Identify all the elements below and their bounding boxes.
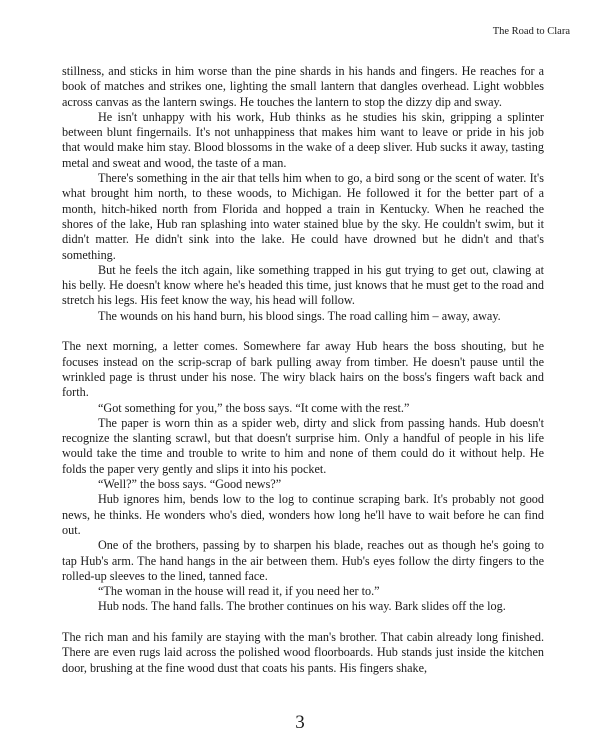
- paragraph: Hub nods. The hand falls. The brother continues on his way. Bark slides off the log.: [98, 599, 506, 614]
- page-number: 3: [295, 712, 305, 733]
- paragraph: Hub ignores him, bends low to the log to continue scraping bark. It's probably not good news, he thinks. He wonders who's died, wonders how long he'll have to wait before he can find out.: [62, 492, 544, 537]
- paragraph: There's something in the air that tells him when to go, a bird song or the scent of water. It's what brought him north, to these woods, to Michigan. He followed it for the better part of a month, hitch-hiked north from Florida and hopped a train in Kentucky. When he reached the shores of the lake, Hub ran splashing into water stained blue by the sky. He couldn't swim, but it didn't matter. He didn't sink into the lake. He could have drowned but he didn't and that's something.: [62, 171, 544, 262]
- paragraph: The rich man and his family are staying with the man's brother. That cabin already long finished. There are even rugs laid across the polished wood floorboards. Hub stands just inside the kitchen door, brushing at the fine wood dust that coats his pants. His fingers shake,: [62, 629, 544, 675]
- paragraph: The paper is worn thin as a spider web, dirty and slick from passing hands. Hub doesn't recognize the slanting scrawl, but that doesn't surprise him. Only a handful of people in his life would take the time and trouble to write to him and none of them could do it without help. He folds the paper very gently and slips it into his pocket.: [62, 415, 544, 476]
- running-head: The Road to Clara: [492, 26, 570, 37]
- paragraph: The wounds on his hand burn, his blood sings. The road calling him – away, away.: [98, 308, 501, 323]
- paragraph: One of the brothers, passing by to sharpen his blade, reaches out as though he's going to tap Hub's arm. The hand hangs in the air between them. Hub's eyes follow the dirty fingers to the rolled-up sleeves to the lined, tanned face.: [62, 538, 544, 583]
- paragraph: The next morning, a letter comes. Somewhere far away Hub hears the boss shouting, but he focuses instead on the scrip-scrap of bark pulling away from timber. He doesn't pause until the wrinkled page is thrust under his nose. The wiry black hairs on the boss's fingers waft back and forth.: [62, 339, 544, 400]
- paragraph: But he feels the itch again, like something trapped in his gut trying to get out, clawing at his belly. He doesn't know where he's headed this time, just knows that he must get to the road and stretch his legs. His feet know the way, his head will follow.: [62, 262, 544, 308]
- paragraph: He isn't unhappy with his work, Hub thinks as he studies his skin, gripping a splinter between blunt fingernails. It's not unhappiness that makes him want to leave or pride in his job that would make him stay. Blood blossoms in the wake of a deep sliver. Hub sucks it away, tasting metal and sweat and wood, the taste of a man.: [62, 109, 544, 170]
- paragraph: “Got something for you,” the boss says. “It come with the rest.”: [98, 400, 410, 415]
- paragraph: stillness, and sticks in him worse than the pine shards in his hands and fingers. He reaches for a book of matches and strikes one, lighting the small lantern that dangles overhead. Light wobbles across canvas as the lantern swings. He touches the lantern to stop the dizzy dip and sway.: [62, 64, 544, 109]
- paragraph: “Well?” the boss says. “Good news?”: [98, 477, 282, 492]
- body-text: [62, 64, 544, 676]
- paragraph: “The woman in the house will read it, if you need her to.”: [98, 584, 380, 599]
